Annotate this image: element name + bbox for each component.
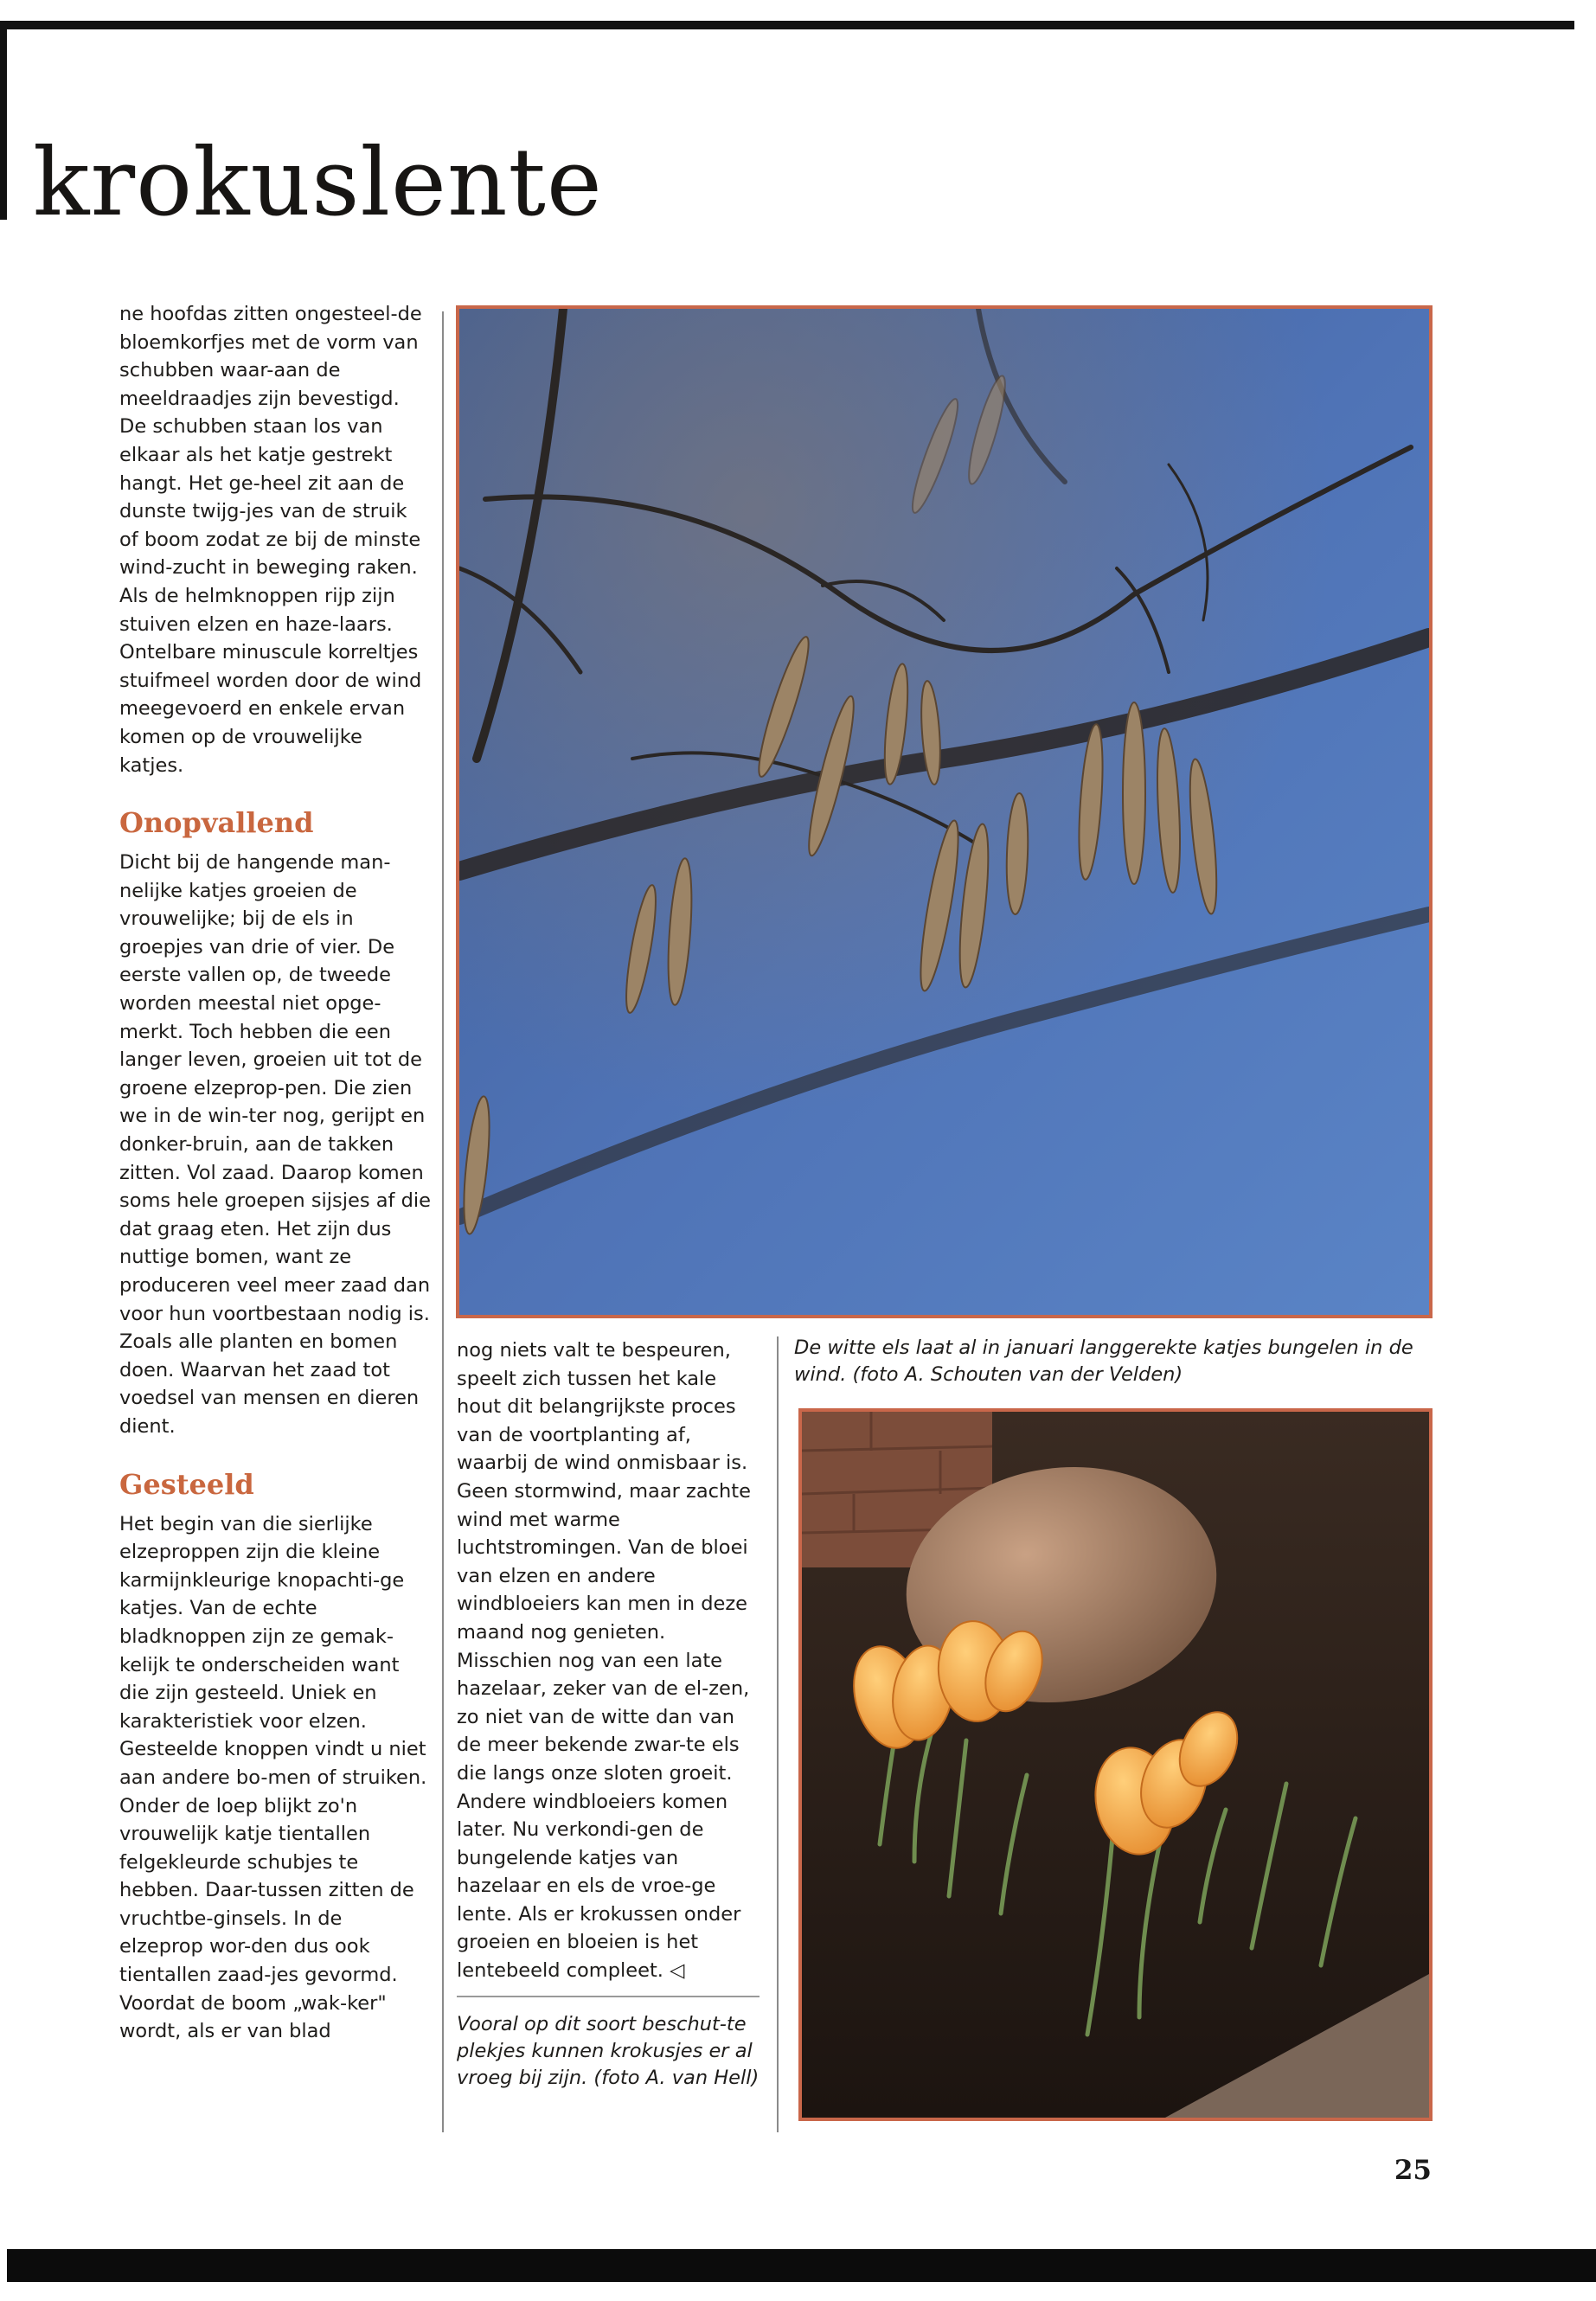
page-number: 25: [1394, 2155, 1432, 2186]
alder-photo-caption: De witte els laat al in januari langgerekte katjes bungelen in de wind. (foto A. Schouten van der Velden): [794, 1336, 1413, 1386]
section-gesteeld-continued: Voordat de boom „wak-ker" wordt, als er van blad: [119, 1991, 387, 2043]
crocus-photo-caption: Vooral op dit soort beschut-te plekjes kunnen krokusjes er al vroeg bij zijn. (foto A. van Hell): [457, 2013, 760, 2089]
bottom-rule: [7, 2249, 1596, 2282]
text-column-2: [457, 1336, 760, 1985]
alder-catkins-photo: [456, 305, 1433, 1318]
column-divider-2: [777, 1336, 779, 2132]
column-divider-1: [442, 311, 444, 2132]
caption-rule: [457, 1996, 760, 1997]
page-title: krokuslente: [33, 129, 603, 237]
heading-onopvallend: Onopvallend: [119, 806, 314, 840]
section-gesteeld-paragraph: Het begin van die sierlijke elzeproppen zijn die kleine karmijnkleurige knopachti-ge katjes. Van de echte bladknoppen zijn ze gemak-kelijk te onderscheiden want die zijn gesteeld. Uniek en karakteristiek voor elzen. Gesteelde knoppen vindt u niet aan andere bo-men of struiken. Onder de loep blijkt zo'n vrouwelijk katje tientallen felgekleurde schubjes te hebben. Daar-tussen zitten de vruchtbe-ginsels. In de elzeprop wor-den dus ook tientallen zaad-jes gevormd.: [119, 1512, 427, 1987]
text-column-1: [119, 300, 431, 2046]
left-rule: [0, 21, 7, 220]
top-rule: [0, 21, 1574, 29]
end-mark: ◁: [670, 1959, 685, 1983]
heading-gesteeld: Gesteeld: [119, 1467, 254, 1501]
crocus-photo: [798, 1408, 1433, 2121]
section-onopvallend-paragraph: Dicht bij de hangende man-nelijke katjes groeien de vrouwelijke; bij de els in groepjes van drie of vier. De eerste vallen op, de tweede worden meestal niet opge-merkt. Toch hebben die een langer leven, groeien uit tot de groene elzeprop-pen. Die zien we in de win-ter nog, gerijpt en donker-bruin, aan de takken zitten. Vol zaad. Daarop komen soms hele groepen sijsjes af die dat graag eten. Het zijn dus nuttige bomen, want ze produceren veel meer zaad dan voor hun voortbestaan nodig is. Zoals alle planten en bomen doen. Waarvan het zaad tot voedsel van mensen en dieren dient.: [119, 851, 431, 1438]
intro-paragraph: ne hoofdas zitten ongesteel-de bloemkorfjes met de vorm van schubben waar-aan de meeldraadjes zijn bevestigd. De schubben staan los van elkaar als het katje gestrekt hangt. Het ge-heel zit aan de dunste twijg-jes van de struik of boom zodat ze bij de minste wind-zucht in beweging raken. Als de helmknoppen rijp zijn stuiven elzen en haze-laars. Ontelbare minuscule korreltjes stuifmeel worden door de wind meegevoerd en enkele ervan komen op de vrouwelijke katjes.: [119, 303, 422, 777]
column-2-text: nog niets valt te bespeuren, speelt zich tussen het kale hout dit belangrijkste proces van de voortplanting af, waarbij de wind onmisbaar is. Geen stormwind, maar zachte wind met warme luchtstromingen. Van de bloei van elzen en andere windbloeiers kan men in deze maand nog genieten. Misschien nog van een late hazelaar, zeker van de el-zen, zo niet van de witte dan van de meer bekende zwar-te els die langs onze sloten groeit. Andere windbloeiers komen later. Nu verkondi-gen de bungelende katjes van hazelaar en els de vroe-ge lente. Als er krokussen onder groeien en bloeien is het lentebeeld compleet.: [457, 1339, 751, 1983]
column-2-paragraph: [457, 1336, 760, 1985]
